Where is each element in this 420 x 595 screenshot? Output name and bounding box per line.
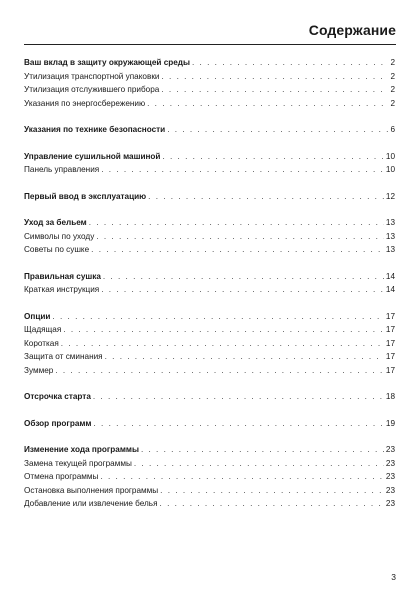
entry-title: Защита от сминания [24, 352, 103, 361]
toc-section [24, 190, 395, 204]
entry-page-number: 17 [385, 352, 395, 361]
dot-leader [161, 70, 388, 84]
page-number: 3 [391, 572, 396, 582]
toc-section [24, 443, 395, 511]
entry-title: Утилизация транспортной упаковки [24, 71, 160, 81]
toc-heading-entry [24, 150, 395, 164]
entry-page-number: 23 [385, 458, 395, 468]
toc-subentry [24, 97, 395, 111]
entry-page-number: 2 [390, 71, 395, 81]
toc-section [24, 123, 395, 137]
entry-page-number: 13 [385, 245, 395, 254]
toc-section [24, 310, 395, 378]
entry-title: Указания по технике безопасности [24, 125, 166, 134]
entry-page-number: 2 [390, 98, 395, 108]
entry-title: Добавление или извлечение белья [24, 499, 158, 508]
dot-leader [101, 283, 384, 297]
toc-section [24, 150, 395, 177]
dot-leader [61, 337, 384, 351]
dot-leader [141, 443, 384, 457]
toc-subentry [24, 323, 395, 337]
toc-subentry [24, 497, 395, 511]
toc-heading-entry [24, 190, 395, 204]
entry-page-number: 2 [390, 58, 395, 67]
page-header [24, 22, 396, 45]
toc-heading-entry [24, 417, 395, 431]
toc-subentry [24, 364, 395, 378]
page-title: Содержание [308, 22, 396, 38]
entry-page-number: 13 [385, 218, 395, 227]
entry-title: Краткая инструкция [24, 285, 100, 294]
entry-page-number: 17 [385, 365, 395, 375]
entry-page-number: 13 [385, 231, 395, 241]
toc-heading-entry [24, 443, 395, 457]
toc-heading-entry [24, 310, 395, 324]
entry-page-number: 23 [385, 485, 395, 495]
entry-title: Панель управления [24, 165, 100, 174]
toc-subentry [24, 283, 395, 297]
entry-page-number: 17 [385, 325, 395, 334]
toc-subentry [24, 337, 395, 351]
entry-title: Отмена программы [24, 472, 99, 481]
dot-leader [52, 310, 383, 324]
toc-subentry [24, 470, 395, 484]
dot-leader [101, 163, 384, 177]
entry-title: Правильная сушка [24, 271, 101, 281]
entry-page-number: 10 [385, 165, 395, 174]
entry-title: Отсрочка старта [24, 392, 91, 401]
entry-page-number: 23 [385, 499, 395, 508]
toc-subentry [24, 83, 395, 97]
entry-title: Символы по уходу [24, 231, 95, 241]
dot-leader [100, 470, 383, 484]
entry-title: Ваш вклад в защиту окружающей среды [24, 58, 190, 67]
entry-title: Изменение хода программы [24, 445, 139, 454]
entry-page-number: 23 [385, 472, 395, 481]
entry-title: Короткая [24, 338, 59, 348]
entry-page-number: 6 [390, 125, 395, 134]
dot-leader [91, 243, 384, 257]
dot-leader [105, 350, 384, 364]
entry-title: Утилизация отслужившего прибора [24, 85, 160, 94]
toc-subentry [24, 484, 395, 498]
toc-subentry [24, 70, 395, 84]
toc-subentry [24, 163, 395, 177]
entry-page-number: 23 [385, 445, 395, 454]
entry-title: Уход за бельем [24, 218, 87, 227]
dot-leader [89, 216, 384, 230]
toc-heading-entry [24, 270, 395, 284]
dot-leader [96, 230, 384, 244]
dot-leader [160, 497, 384, 511]
entry-title: Первый ввод в эксплуатацию [24, 191, 147, 201]
entry-page-number: 17 [385, 338, 395, 348]
entry-page-number: 19 [385, 418, 395, 428]
toc-section [24, 270, 395, 297]
toc-heading-entry [24, 123, 395, 137]
entry-title: Опции [24, 311, 51, 321]
toc-subentry [24, 243, 395, 257]
dot-leader [148, 190, 384, 204]
dot-leader [192, 56, 388, 70]
toc-heading-entry [24, 390, 395, 404]
entry-title: Управление сушильной машиной [24, 151, 161, 161]
toc-section [24, 417, 395, 431]
dot-leader [94, 417, 384, 431]
toc-section [24, 56, 395, 110]
entry-title: Щадящая [24, 325, 62, 334]
dot-leader [162, 150, 383, 164]
toc-section [24, 390, 395, 404]
entry-page-number: 14 [385, 271, 395, 281]
entry-title: Указания по энергосбережению [24, 98, 146, 108]
toc-subentry [24, 350, 395, 364]
dot-leader [147, 97, 388, 111]
entry-title: Замена текущей программы [24, 458, 132, 468]
entry-title: Советы по сушке [24, 245, 90, 254]
dot-leader [93, 390, 384, 404]
toc-subentry [24, 457, 395, 471]
dot-leader [63, 323, 384, 337]
dot-leader [134, 457, 384, 471]
dot-leader [167, 123, 388, 137]
entry-page-number: 2 [390, 85, 395, 94]
toc-subentry [24, 230, 395, 244]
entry-title: Зуммер [24, 365, 54, 375]
entry-title: Остановка выполнения программы [24, 485, 159, 495]
table-of-contents [24, 56, 395, 524]
dot-leader [55, 364, 384, 378]
entry-title: Обзор программ [24, 418, 92, 428]
entry-page-number: 12 [385, 191, 395, 201]
entry-page-number: 10 [385, 151, 395, 161]
dot-leader [103, 270, 384, 284]
toc-heading-entry [24, 56, 395, 70]
toc-heading-entry [24, 216, 395, 230]
dot-leader [160, 484, 384, 498]
entry-page-number: 18 [385, 392, 395, 401]
entry-page-number: 14 [385, 285, 395, 294]
toc-section [24, 216, 395, 257]
dot-leader [161, 83, 388, 97]
entry-page-number: 17 [385, 311, 395, 321]
